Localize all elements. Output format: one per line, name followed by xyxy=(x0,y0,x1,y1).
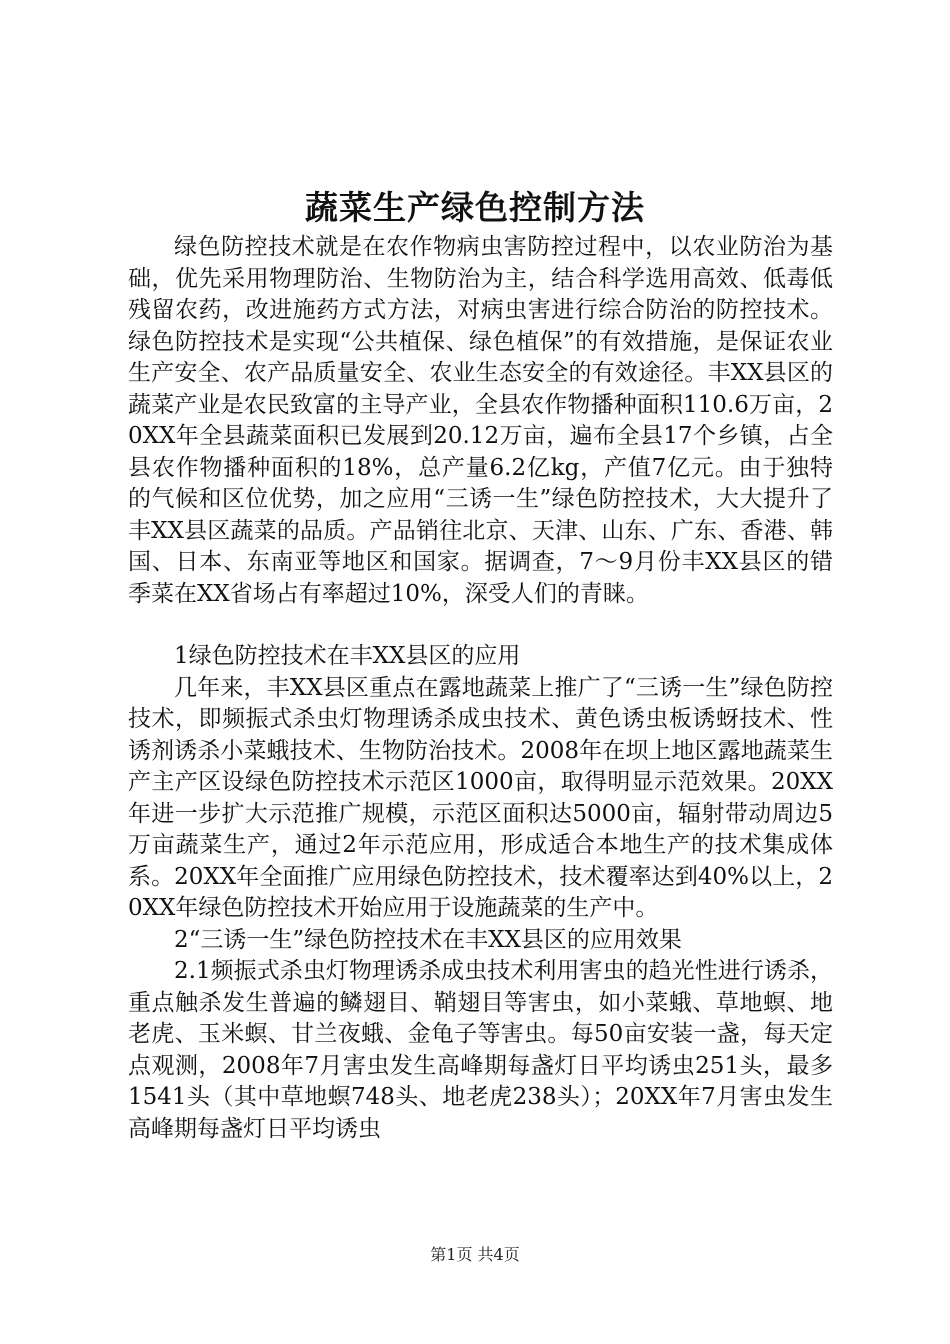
section-2-1-paragraph: 2.1频振式杀虫灯物理诱杀成虫技术利用害虫的趋光性进行诱杀，重点触杀发生普遍的鳞翅目、鞘翅目等害虫，如小菜蛾、草地螟、地老虎、玉米螟、甘兰夜蛾、金龟子等害虫。每50亩安装一盏，每天定点观测，2008年7月害虫发生高峰期每盏灯日平均诱虫251头，最多1541头（其中草地螟748头、地老虎238头）；20XX年7月害虫发生高峰期每盏灯日平均诱虫 xyxy=(128,958,833,1142)
section-1-paragraph: 几年来，丰XX县区重点在露地蔬菜上推广了“三诱一生”绿色防控技术，即频振式杀虫灯物理诱杀成虫技术、黄色诱虫板诱蚜技术、性诱剂诱杀小菜蛾技术、生物防治技术。2008年在坝上地区露地蔬菜生产主产区设绿色防控技术示范区1000亩，取得明显示范效果。20XX年进一步扩大示范推广规模，示范区面积达5000亩，辐射带动周边5万亩蔬菜生产，通过2年示范应用，形成适合本地生产的技术集成体系。20XX年全面推广应用绿色防控技术，技术覆率达到40%以上，20XX年绿色防控技术开始应用于设施蔬菜的生产中。 xyxy=(128,674,833,921)
page-footer: 第1页 共4页 xyxy=(430,1245,520,1264)
section-heading-2: 2“三诱一生”绿色防控技术在丰XX县区的应用效果 xyxy=(174,926,682,953)
section-heading-1: 1绿色防控技术在丰XX县区的应用 xyxy=(174,643,521,669)
page-title: 蔬菜生产绿色控制方法 xyxy=(305,188,645,227)
document-body xyxy=(128,232,833,1145)
intro-paragraph: 绿色防控技术就是在农作物病虫害防控过程中，以农业防治为基础，优先采用物理防治、生物防治为主，结合科学选用高效、低毒低残留农药，改进施药方式方法，对病虫害进行综合防治的防控技术。绿色防控技术是实现“公共植保、绿色植保”的有效措施，是保证农业生产安全、农产品质量安全、农业生态安全的有效途径。丰XX县区的蔬菜产业是农民致富的主导产业，全县农作物播种面积110.6万亩，20XX年全县蔬菜面积已发展到20.12万亩，遍布全县17个乡镇，占全县农作物播种面积的18%，总产量6.2亿kg，产值7亿元。由于独特的气候和区位优势，加之应用“三诱一生”绿色防控技术，大大提升了丰XX县区蔬菜的品质。产品销往北京、天津、山东、广东、香港、韩国、日本、东南亚等地区和国家。据调查，7～9月份丰XX县区的错季菜在XX省场占有率超过10%，深受人们的青睐。 xyxy=(128,234,833,607)
